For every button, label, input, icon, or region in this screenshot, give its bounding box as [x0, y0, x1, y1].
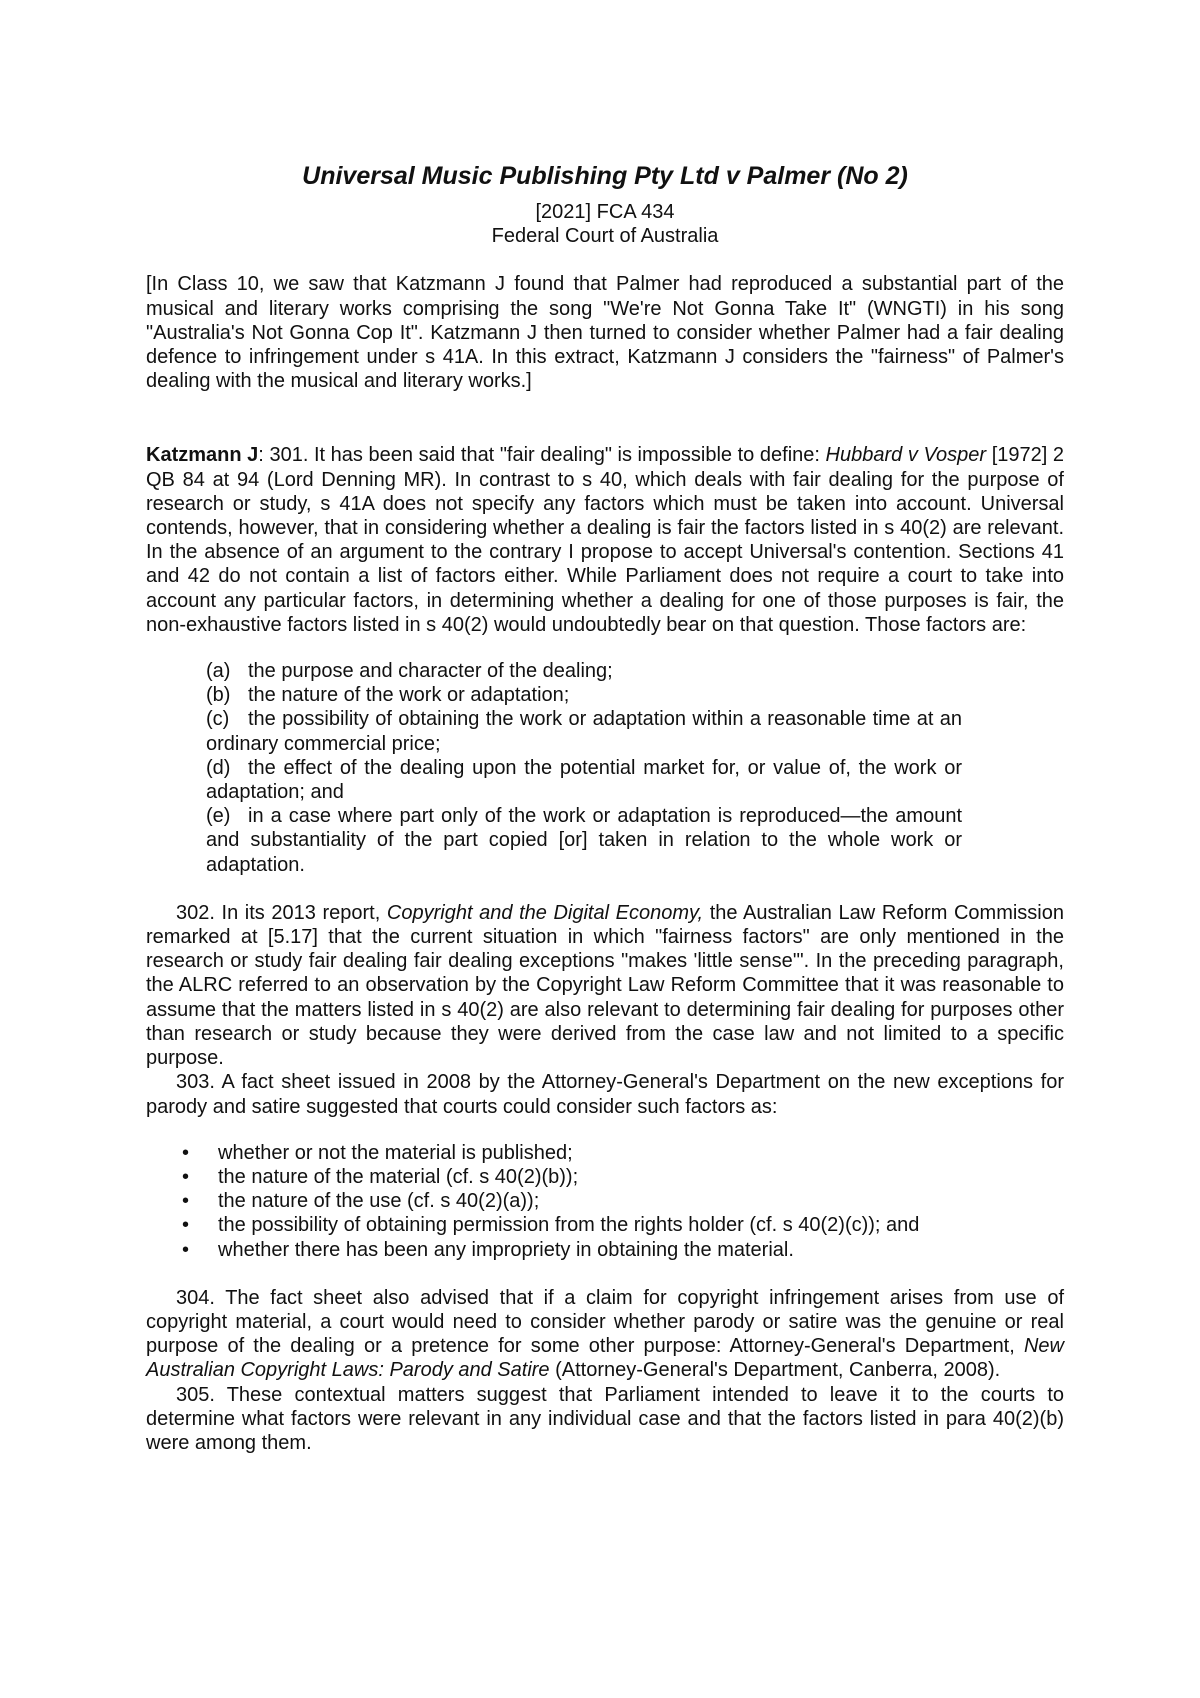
factor-item — [206, 659, 962, 683]
factor-item — [206, 804, 962, 877]
paragraph-305: 305. These contextual matters suggest that Parliament intended to leave it to the courts to determine what factors were relevant in any individual case and that the factors listed in para 40(2)(b) were among them. — [146, 1383, 1064, 1454]
factor-text: the purpose and character of the dealing; — [248, 660, 613, 683]
paragraph-302-lead: 302. In its 2013 report, — [176, 901, 387, 924]
paragraph-304-lead: 304. The fact sheet also advised that if a claim for copyright infringement arises from use of copyright material, a court would need to consider whether parody or satire was the genuine or real purpose of the dealing or a pretence for some other purpose: Attorney-General's Department, — [146, 1286, 1064, 1358]
paragraph-304-rest: (Attorney-General's Department, Canberra, 2008). — [549, 1359, 1001, 1382]
factor-text: the nature of the work or adaptation; — [248, 684, 570, 707]
source-title: New Australian Copyright Laws: Parody and Satire — [146, 1335, 1064, 1382]
document-body — [146, 160, 1064, 1455]
factor-text: in a case where part only of the work or adaptation is reproduced—the amount and substantiality of the part copied [or] taken in relation to the whole work or adaptation. — [206, 805, 962, 876]
paragraph-303: 303. A fact sheet issued in 2008 by the Attorney-General's Department on the new exceptions for parody and satire suggested that courts could consider such factors as: — [146, 1071, 1064, 1118]
case-citation: [2021] FCA 434 — [535, 201, 675, 223]
factor-item — [206, 707, 962, 755]
judge-name: Katzmann J — [146, 444, 259, 467]
list-item: • the nature of the use (cf. s 40(2)(a)); — [218, 1189, 1064, 1213]
factor-text: the possibility of obtaining the work or adaptation within a reasonable time at an ordinary commercial price; — [206, 708, 962, 755]
intro-paragraph: [In Class 10, we saw that Katzmann J found that Palmer had reproduced a substantial part of the musical and literary works comprising the song "We're Not Gonna Take It" (WNGTI) in his song "Australia's Not Gonna Cop It". Katzmann J then turned to consider whether Palmer had a fair dealing defence to infringement under s 41A. In this extract, Katzmann J considers the "fairness" of Palmer's dealing with the musical and literary works.] — [146, 273, 1064, 393]
paragraph-301-rest: [1972] 2 QB 84 at 94 (Lord Denning MR). In contrast to s 40, which deals with fair dealing for the purpose of research or study, s 41A does not specify any factors which must be taken into account. Universal contends, however, that in considering whether a dealing is fair the factors listed in s 40(2) are relevant. In the absence of an argument to the contrary I propose to accept Universal's contention. Sections 41 and 42 do not contain a list of factors either. While Parliament does not require a court to take into account any particular factors, in determining whether a dealing for one of those purposes is fair, the non-exhaustive factors listed in s 40(2) would undoubtedly bear on that question. Those factors are: — [146, 444, 1065, 636]
case-name: Hubbard v Vosper — [825, 444, 987, 467]
fact-sheet-factors-list — [146, 1141, 1064, 1262]
paragraph-301 — [146, 443, 1064, 637]
paragraph-301-lead: : 301. It has been said that "fair dealing" is impossible to define: — [258, 444, 826, 467]
report-title: Copyright and the Digital Economy, — [386, 901, 704, 924]
factor-item — [206, 683, 962, 707]
factor-label: (d) — [206, 756, 231, 779]
list-item: • whether or not the material is published; — [218, 1141, 1064, 1165]
factor-label: (a) — [206, 660, 231, 683]
paragraph-302-rest: the Australian Law Reform Commission remarked at [5.17] that the current situation in which "fairness factors" are only mentioned in the research or study fair dealing fair dealing exceptions "makes 'little sense'". In the preceding paragraph, the ALRC referred to an observation by the Copyright Law Reform Committee that it was reasonable to assume that the matters listed in s 40(2) are also relevant to determining fair dealing for purposes other than research or study because they were derived from the case law and not limited to a specific purpose. — [146, 901, 1064, 1070]
paragraph-304 — [146, 1286, 1064, 1383]
factor-label: (e) — [206, 805, 231, 828]
court-name: Federal Court of Australia — [491, 225, 719, 248]
factors-list — [206, 659, 962, 877]
list-item: • the nature of the material (cf. s 40(2)(b)); — [218, 1165, 1064, 1189]
list-item: • the possibility of obtaining permission from the rights holder (cf. s 40(2)(c)); and — [218, 1213, 1064, 1237]
factor-text: the effect of the dealing upon the potential market for, or value of, the work or adaptation; and — [206, 756, 962, 804]
factor-label: (c) — [206, 708, 230, 731]
paragraph-302 — [146, 901, 1064, 1070]
document-title: Universal Music Publishing Pty Ltd v Palmer (No 2) — [302, 162, 908, 190]
factor-label: (b) — [206, 684, 231, 707]
list-item: • whether there has been any impropriety in obtaining the material. — [218, 1238, 1064, 1262]
factor-item — [206, 756, 962, 804]
